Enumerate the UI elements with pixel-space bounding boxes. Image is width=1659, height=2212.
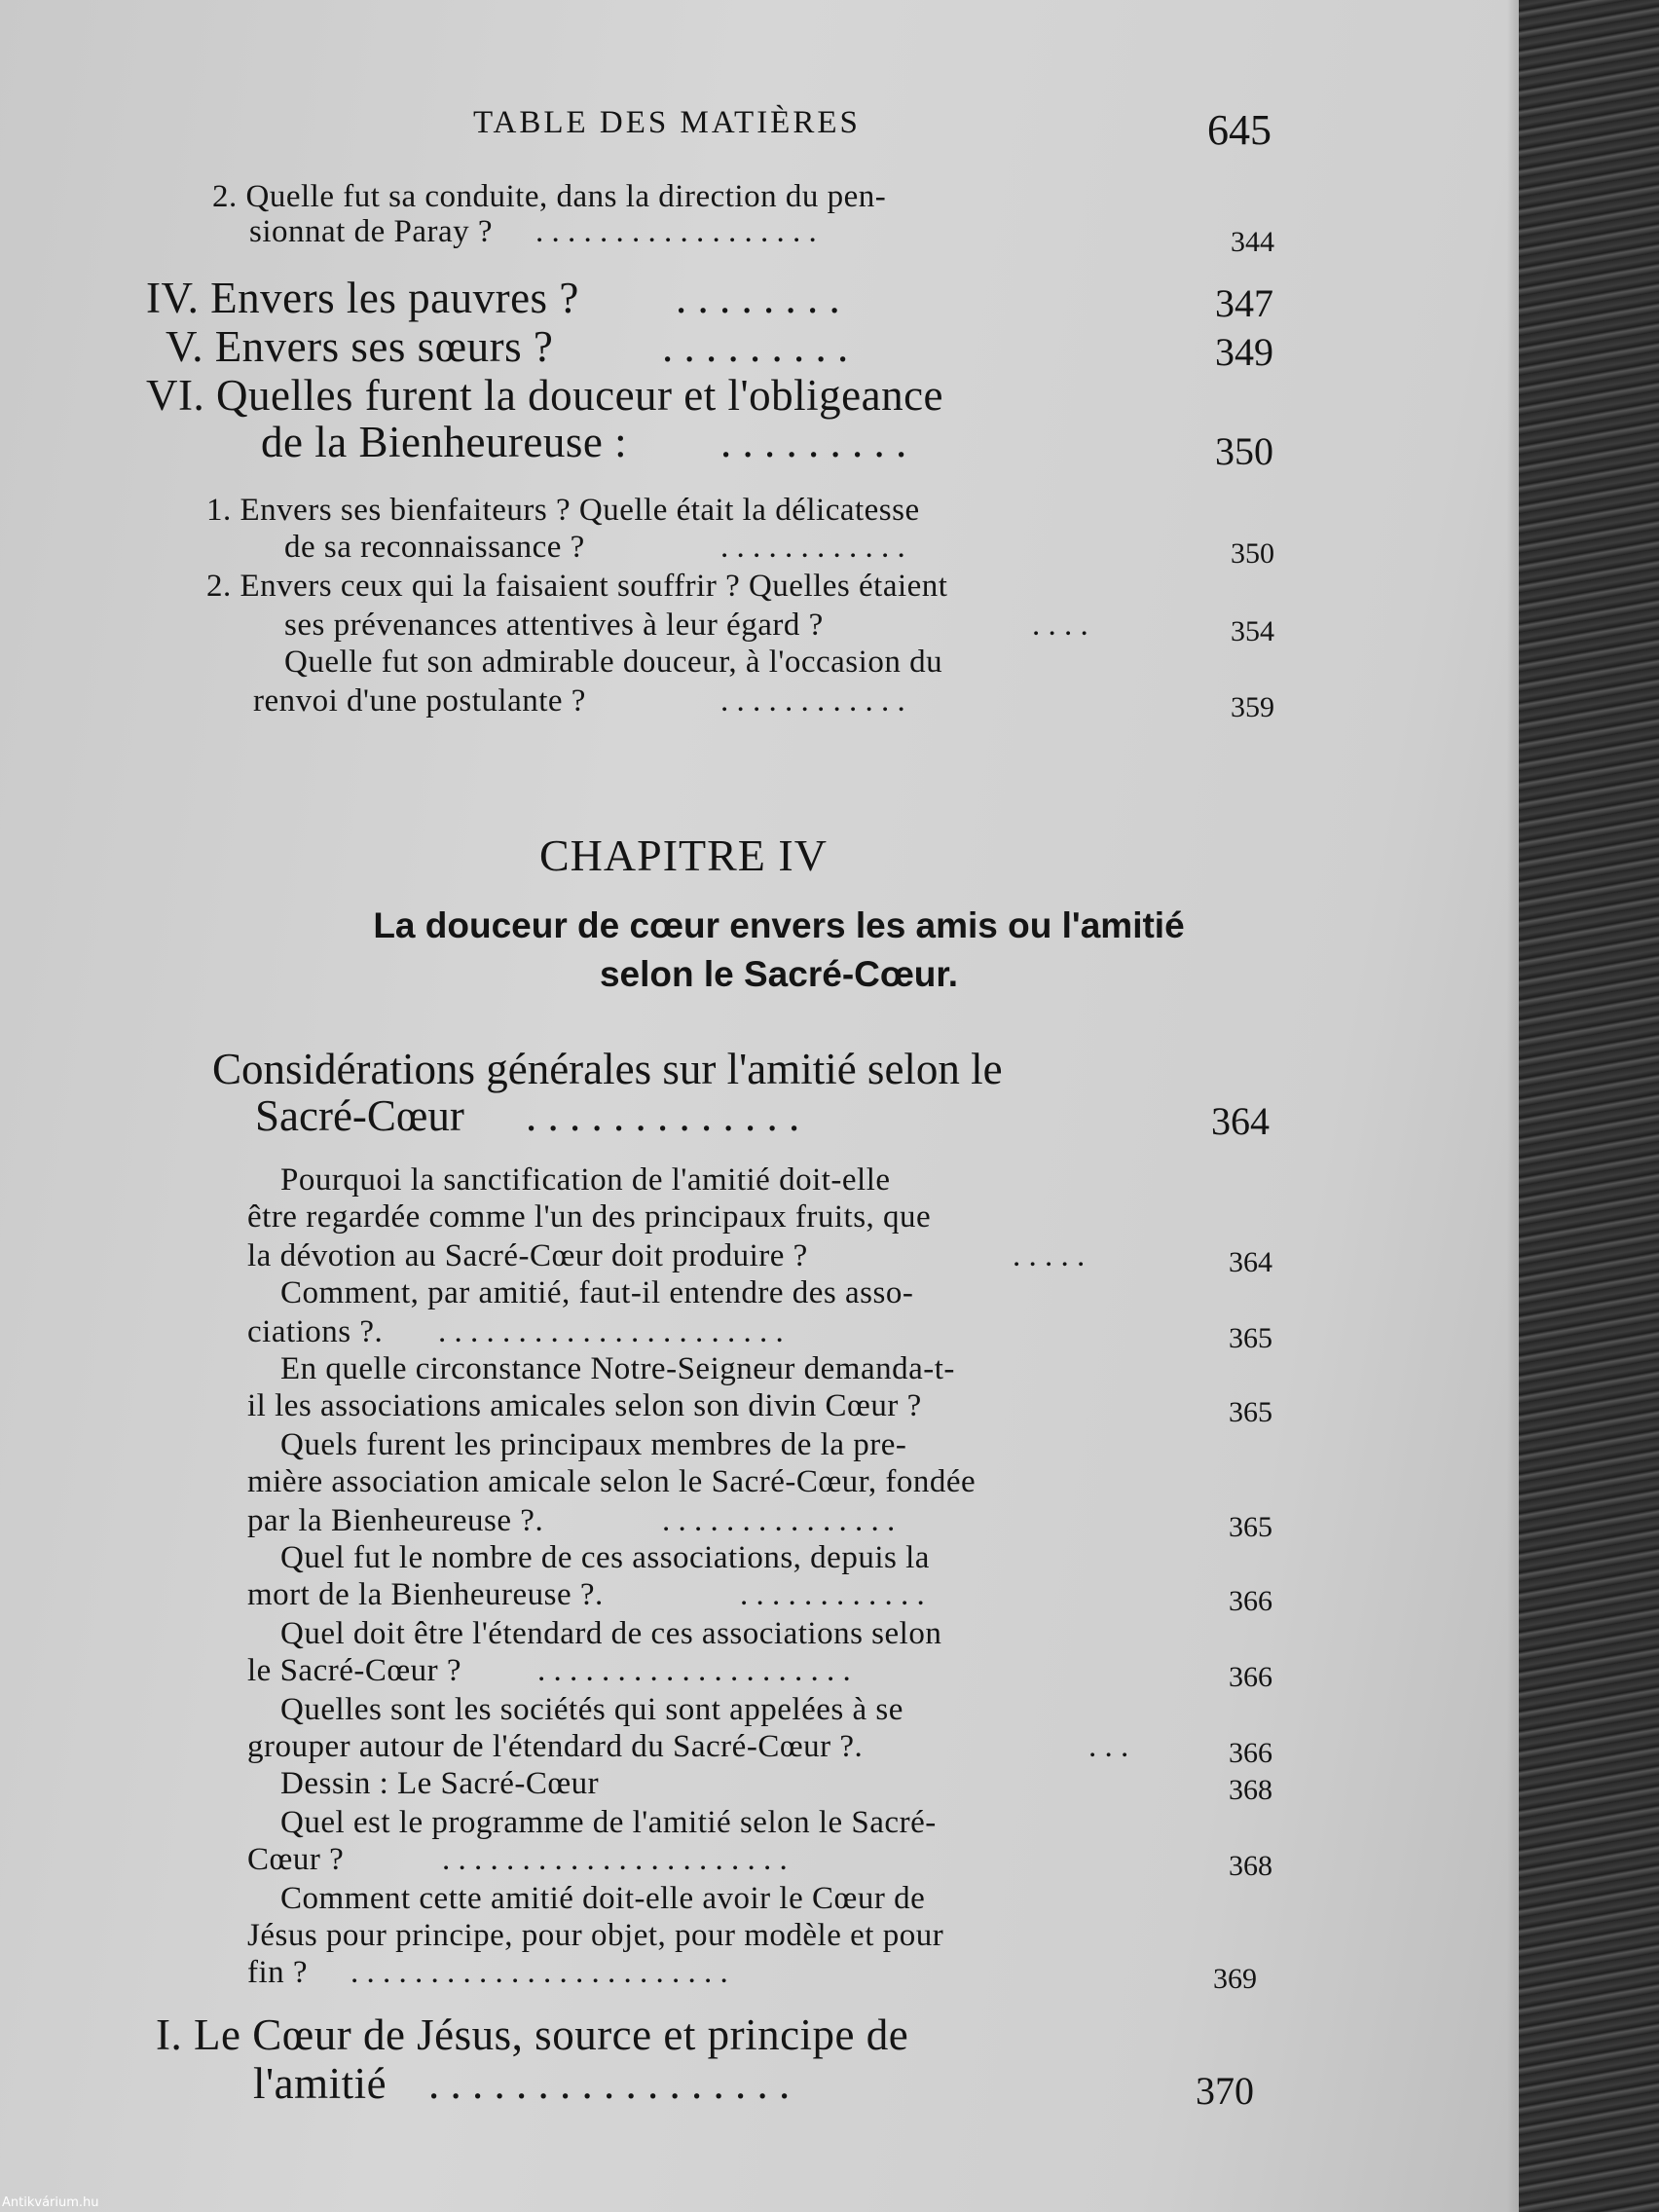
- toc-page-ref: 365: [1229, 1396, 1272, 1428]
- toc-entry-line: Comment cette amitié doit-elle avoir le Cœur de: [280, 1881, 926, 1916]
- dot-leader: . . . . . . . . . . . .: [720, 683, 905, 719]
- toc-entry-line: Quel doit être l'étendard de ces associations selon: [280, 1616, 942, 1651]
- toc-entry-line: Comment, par amitié, faut-il entendre des asso-: [280, 1275, 914, 1310]
- toc-page-ref: 364: [1229, 1246, 1272, 1278]
- toc-entry-line: l'amitié: [253, 2059, 387, 2108]
- toc-page-ref: 349: [1215, 330, 1273, 374]
- toc-entry-line: 2. Quelle fut sa conduite, dans la direction du pen-: [212, 179, 887, 214]
- toc-entry-line: mort de la Bienheureuse ?.: [247, 1577, 604, 1612]
- toc-entry-line: VI. Quelles furent la douceur et l'obligeance: [146, 371, 944, 420]
- dot-leader: . . . . . . . . .: [662, 322, 849, 371]
- page-number: 645: [1207, 106, 1272, 154]
- dot-leader: . . . . .: [1013, 1238, 1086, 1273]
- toc-entry-line: 2. Envers ceux qui la faisaient souffrir ? Quelles étaient: [206, 569, 948, 604]
- toc-entry-line: renvoi d'une postulante ?: [253, 683, 586, 719]
- toc-entry-line: être regardée comme l'un des principaux fruits, que: [247, 1199, 932, 1235]
- dot-leader: . . . . . . . .: [676, 274, 840, 322]
- toc-page-ref: 344: [1231, 226, 1274, 258]
- toc-entry-line: il les associations amicales selon son divin Cœur ?: [247, 1388, 922, 1423]
- toc-page-ref: 347: [1215, 281, 1273, 325]
- toc-page-ref: 366: [1229, 1661, 1272, 1693]
- dot-leader: . . . . . . . . . . . .: [740, 1577, 925, 1612]
- toc-entry-line: Sacré-Cœur: [255, 1091, 464, 1140]
- dot-leader: . . . .: [1032, 608, 1088, 643]
- toc-page-ref: 370: [1196, 2069, 1254, 2113]
- dot-leader: . . . . . . . . . . . . . . . . . . . . . . . .: [350, 1955, 728, 1990]
- dot-leader: . . . . . . . . .: [720, 418, 907, 466]
- watermark-credit: Antikvárium.hu: [2, 2195, 99, 2210]
- toc-entry-line: grouper autour de l'étendard du Sacré-Cœur ?.: [247, 1729, 864, 1764]
- dot-leader: . . . . . . . . . . . . .: [526, 1091, 800, 1140]
- toc-entry-line: la dévotion au Sacré-Cœur doit produire ?: [247, 1238, 808, 1273]
- toc-entry-line: I. Le Cœur de Jésus, source et principe de: [156, 2010, 909, 2059]
- toc-page-ref: 368: [1229, 1774, 1272, 1806]
- dot-leader: . . . . . . . . . . . . . . . . .: [428, 2059, 791, 2108]
- toc-page-ref: 364: [1211, 1099, 1270, 1143]
- toc-entry-line: par la Bienheureuse ?.: [247, 1503, 544, 1538]
- dot-leader: . . . . . . . . . . . . . . . . . . . . . .: [438, 1314, 784, 1349]
- toc-entry-line: Quel fut le nombre de ces associations, depuis la: [280, 1540, 930, 1575]
- toc-page-ref: 350: [1215, 429, 1273, 473]
- chapter-title-line: La douceur de cœur envers les amis ou l'amitié: [373, 905, 1185, 945]
- chapter-heading: CHAPITRE IV: [539, 830, 828, 880]
- toc-page-ref: 359: [1231, 691, 1274, 723]
- toc-entry-line: le Sacré-Cœur ?: [247, 1653, 462, 1688]
- toc-entry-line: Cœur ?: [247, 1842, 345, 1877]
- toc-page-ref: 366: [1229, 1585, 1272, 1617]
- running-title: TABLE DES MATIÈRES: [473, 105, 861, 140]
- toc-entry-line: Quelles sont les sociétés qui sont appelées à se: [280, 1692, 903, 1727]
- toc-entry-line: Jésus pour principe, pour objet, pour modèle et pour: [247, 1918, 944, 1953]
- toc-entry-line: Quel est le programme de l'amitié selon le Sacré-: [280, 1805, 937, 1840]
- toc-entry-line: mière association amicale selon le Sacré-Cœur, fondée: [247, 1464, 977, 1499]
- toc-page-ref: 350: [1231, 537, 1274, 570]
- toc-entry-line: ciations ?.: [247, 1314, 384, 1349]
- toc-page-ref: 368: [1229, 1850, 1272, 1882]
- dot-leader: . . .: [1088, 1729, 1129, 1764]
- toc-entry-line: En quelle circonstance Notre-Seigneur demanda-t-: [280, 1351, 955, 1386]
- toc-page-ref: 365: [1229, 1511, 1272, 1543]
- toc-entry-line: 1. Envers ses bienfaiteurs ? Quelle était la délicatesse: [206, 493, 920, 528]
- dot-leader: . . . . . . . . . . . . . . . . . . . . . .: [442, 1842, 788, 1877]
- toc-entry-line: V. Envers ses sœurs ?: [166, 322, 554, 371]
- toc-entry-line: ses prévenances attentives à leur égard ?: [284, 608, 824, 643]
- toc-entry-line: Pourquoi la sanctification de l'amitié doit-elle: [280, 1162, 891, 1198]
- toc-entry-line: Dessin : Le Sacré-Cœur: [280, 1766, 600, 1801]
- toc-entry-line: Quels furent les principaux membres de la pre-: [280, 1427, 907, 1462]
- toc-entry-line: Quelle fut son admirable douceur, à l'occasion du: [284, 645, 943, 680]
- toc-page-ref: 366: [1229, 1737, 1272, 1769]
- toc-entry-line: fin ?: [247, 1955, 309, 1990]
- book-binding: [1519, 0, 1659, 2212]
- dot-leader: . . . . . . . . . . . . . . .: [662, 1503, 896, 1538]
- toc-entry-line: de sa reconnaissance ?: [284, 530, 585, 565]
- toc-entry-line: de la Bienheureuse :: [261, 418, 628, 466]
- toc-page-ref: 354: [1231, 615, 1274, 647]
- dot-leader: . . . . . . . . . . . . . . . . . . . .: [537, 1653, 851, 1688]
- toc-page-ref: 369: [1213, 1963, 1257, 1995]
- toc-entry-line: sionnat de Paray ?: [249, 214, 494, 249]
- toc-page-ref: 365: [1229, 1322, 1272, 1354]
- chapter-title-line: selon le Sacré-Cœur.: [599, 954, 959, 994]
- toc-entry-line: IV. Envers les pauvres ?: [146, 274, 579, 322]
- dot-leader: . . . . . . . . . . . .: [720, 530, 905, 565]
- toc-entry-line: Considérations générales sur l'amitié selon le: [212, 1045, 1003, 1093]
- dot-leader: . . . . . . . . . . . . . . . . . .: [535, 214, 817, 249]
